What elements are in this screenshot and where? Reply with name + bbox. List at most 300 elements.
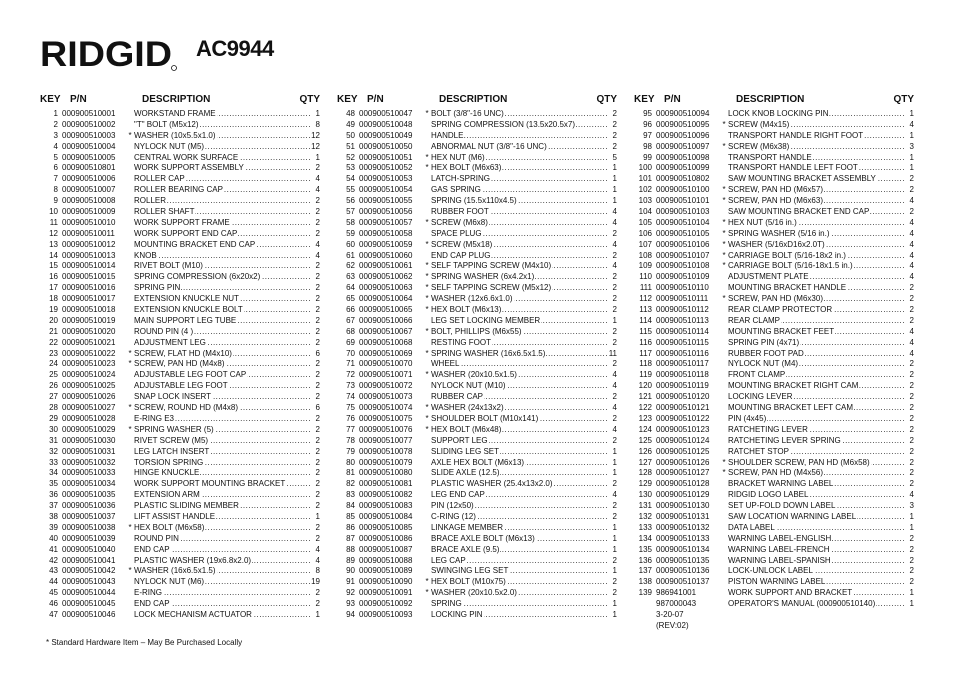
part-key: 131 bbox=[638, 501, 652, 511]
parts-row bbox=[634, 599, 914, 610]
part-number: 000900510107 bbox=[656, 250, 710, 260]
part-number: 000900510120 bbox=[656, 392, 710, 402]
part-description-text: SCREW, FLAT HD (M4x10) bbox=[134, 348, 232, 358]
parts-row bbox=[337, 403, 617, 414]
standard-hardware-mark bbox=[126, 120, 134, 131]
part-description bbox=[134, 458, 310, 469]
part-description-text: LOCKING PIN bbox=[431, 609, 483, 619]
part-description-text: SCREW, ROUND HD (M4x8) bbox=[134, 403, 239, 413]
part-key: 71 bbox=[346, 359, 355, 369]
part-qty: 11 bbox=[608, 348, 617, 358]
part-qty: 2 bbox=[612, 109, 617, 118]
standard-hardware-mark bbox=[720, 338, 728, 349]
part-description bbox=[431, 447, 607, 458]
part-description bbox=[728, 131, 904, 142]
parts-row bbox=[634, 229, 914, 240]
part-qty: 4 bbox=[315, 185, 320, 195]
standard-hardware-mark bbox=[126, 370, 134, 381]
part-description bbox=[431, 327, 607, 338]
part-description-text: NYLOCK NUT (M4) bbox=[728, 359, 799, 369]
part-key: 87 bbox=[346, 533, 355, 543]
header-key: KEY bbox=[337, 94, 358, 105]
parts-row bbox=[40, 338, 320, 349]
part-key: 2 bbox=[53, 119, 58, 129]
part-description bbox=[431, 163, 607, 174]
part-description-text: NYLOCK NUT (M6) bbox=[134, 577, 205, 587]
parts-row bbox=[337, 185, 617, 196]
part-description-text: SCREW (M6x38) bbox=[728, 141, 790, 151]
part-qty: 3 bbox=[909, 141, 914, 151]
parts-row bbox=[337, 512, 617, 523]
part-key: 59 bbox=[346, 228, 355, 238]
part-description-text: BOLT, PHILLIPS (M6x55) bbox=[431, 326, 522, 336]
parts-row bbox=[634, 163, 914, 174]
column-header bbox=[40, 94, 320, 106]
standard-hardware-mark: * bbox=[425, 294, 429, 304]
part-description bbox=[431, 207, 607, 218]
part-description bbox=[431, 545, 607, 556]
part-description bbox=[728, 163, 904, 174]
standard-hardware-mark bbox=[720, 479, 728, 490]
parts-row bbox=[634, 610, 914, 621]
part-description bbox=[134, 109, 310, 120]
part-description-text: TORSION SPRING bbox=[134, 457, 204, 467]
part-description-text: HANDLE bbox=[431, 130, 464, 140]
parts-row bbox=[634, 240, 914, 251]
part-qty: 2 bbox=[315, 370, 320, 380]
part-key: 96 bbox=[643, 119, 652, 129]
part-qty: 2 bbox=[612, 359, 617, 369]
part-description-text: SCREW, PAN HD (M6x30) bbox=[728, 294, 823, 304]
part-description-text: WASHER (16x6.5x1.5) bbox=[134, 566, 216, 576]
part-qty: 2 bbox=[909, 424, 914, 434]
part-description bbox=[431, 251, 607, 262]
part-description-text: SNAP LOCK INSERT bbox=[134, 392, 212, 402]
standard-hardware-mark bbox=[720, 131, 728, 142]
part-number: 000900510079 bbox=[359, 457, 413, 467]
part-qty: 1 bbox=[612, 566, 617, 576]
part-key: 18 bbox=[49, 294, 58, 304]
part-qty: 2 bbox=[612, 479, 617, 489]
part-description-text: TRANSPORT HANDLE RIGHT FOOT bbox=[728, 130, 864, 140]
part-key: 9 bbox=[53, 196, 58, 206]
parts-row bbox=[40, 251, 320, 262]
parts-column-1 bbox=[40, 94, 320, 621]
part-number: 000900510065 bbox=[359, 305, 413, 315]
parts-row bbox=[634, 251, 914, 262]
part-qty: 2 bbox=[909, 381, 914, 391]
standard-hardware-mark bbox=[126, 109, 134, 120]
part-qty: 2 bbox=[909, 413, 914, 423]
part-key: 93 bbox=[346, 599, 355, 609]
parts-row bbox=[337, 240, 617, 251]
standard-hardware-mark bbox=[720, 370, 728, 381]
part-description-text: HEX BOLT (M6x48) bbox=[431, 424, 502, 434]
part-key: 33 bbox=[49, 457, 58, 467]
standard-hardware-mark bbox=[126, 490, 134, 501]
part-key: 124 bbox=[638, 424, 652, 434]
parts-row bbox=[40, 425, 320, 436]
standard-hardware-mark bbox=[720, 283, 728, 294]
standard-hardware-mark: * bbox=[425, 152, 429, 162]
part-description-text: ADJUSTMENT PLATE bbox=[728, 272, 809, 282]
part-qty: 2 bbox=[315, 196, 320, 206]
standard-hardware-mark: * bbox=[722, 196, 726, 206]
part-qty: 1 bbox=[909, 163, 914, 173]
part-description bbox=[728, 512, 904, 523]
part-qty: 2 bbox=[612, 577, 617, 587]
part-number: 000900510072 bbox=[359, 381, 413, 391]
part-number: 000900510131 bbox=[656, 511, 710, 521]
part-description bbox=[134, 185, 310, 196]
part-number: 000900510059 bbox=[359, 239, 413, 249]
part-number: 000900510021 bbox=[62, 337, 116, 347]
part-qty: 2 bbox=[315, 479, 320, 489]
standard-hardware-mark bbox=[423, 436, 431, 447]
standard-hardware-mark: * bbox=[722, 261, 726, 271]
part-key: 81 bbox=[346, 468, 355, 478]
part-qty: 2 bbox=[315, 599, 320, 609]
part-qty: 1 bbox=[315, 609, 320, 619]
part-description-text: HEX NUT (5/16 in.) bbox=[728, 217, 797, 227]
part-description bbox=[728, 534, 904, 545]
parts-row bbox=[337, 468, 617, 479]
part-key: 90 bbox=[346, 566, 355, 576]
part-qty: 2 bbox=[315, 392, 320, 402]
part-description-text: SLIDING LEG SET bbox=[431, 446, 500, 456]
part-key: 64 bbox=[346, 283, 355, 293]
part-number: 000900510117 bbox=[656, 359, 709, 369]
part-description bbox=[728, 240, 904, 251]
standard-hardware-mark bbox=[126, 207, 134, 218]
part-key: 92 bbox=[346, 588, 355, 598]
standard-hardware-mark bbox=[720, 545, 728, 556]
parts-row bbox=[337, 490, 617, 501]
part-number: 000900510087 bbox=[359, 544, 413, 554]
part-number: 000900510109 bbox=[656, 272, 710, 282]
part-key: 136 bbox=[638, 555, 652, 565]
standard-hardware-mark bbox=[126, 185, 134, 196]
part-qty: 2 bbox=[315, 315, 320, 325]
part-description-text: SPRING COMPRESSION (13.5x20.5x7) bbox=[431, 119, 576, 129]
parts-row bbox=[40, 229, 320, 240]
standard-hardware-mark bbox=[126, 545, 134, 556]
part-description bbox=[134, 163, 310, 174]
part-key: 123 bbox=[638, 413, 652, 423]
parts-row bbox=[337, 142, 617, 153]
parts-row bbox=[337, 261, 617, 272]
part-description-text: BRACE AXLE BOLT (M6x13) bbox=[431, 533, 535, 543]
part-qty: 2 bbox=[612, 228, 617, 238]
part-qty: 1 bbox=[909, 511, 914, 521]
standard-hardware-mark bbox=[126, 610, 134, 621]
part-number: 000900510025 bbox=[62, 381, 116, 391]
part-description-text: SWINGING LEG SET bbox=[431, 566, 509, 576]
part-number: 000900510119 bbox=[656, 381, 709, 391]
part-qty: 2 bbox=[612, 141, 617, 151]
part-number: 000900510126 bbox=[656, 457, 710, 467]
part-qty: 1 bbox=[612, 174, 617, 184]
part-description-text: NYLOCK NUT (M10) bbox=[431, 381, 506, 391]
standard-hardware-mark: * bbox=[425, 348, 429, 358]
parts-row bbox=[40, 294, 320, 305]
part-number: 000900510060 bbox=[359, 250, 413, 260]
part-qty bbox=[904, 621, 914, 632]
standard-hardware-mark bbox=[126, 153, 134, 164]
part-description bbox=[134, 349, 310, 360]
part-description-text: SCREW (M6x8) bbox=[431, 217, 488, 227]
parts-row bbox=[337, 610, 617, 621]
parts-row bbox=[40, 153, 320, 164]
part-number: 000900510052 bbox=[359, 163, 413, 173]
part-number: 000900510062 bbox=[359, 272, 413, 282]
standard-hardware-mark: * bbox=[128, 130, 132, 140]
part-key: 66 bbox=[346, 305, 355, 315]
parts-row bbox=[40, 512, 320, 523]
parts-row bbox=[40, 240, 320, 251]
parts-row bbox=[634, 403, 914, 414]
part-description-text: SET UP-FOLD DOWN LABEL bbox=[728, 501, 836, 511]
part-qty: 1 bbox=[612, 315, 617, 325]
standard-hardware-mark bbox=[423, 610, 431, 621]
parts-row bbox=[337, 316, 617, 327]
parts-row bbox=[634, 370, 914, 381]
part-key: 108 bbox=[638, 250, 652, 260]
standard-hardware-mark bbox=[720, 523, 728, 534]
part-description bbox=[431, 153, 607, 164]
part-description bbox=[431, 566, 607, 577]
part-qty: 4 bbox=[909, 217, 914, 227]
standard-hardware-mark: * bbox=[425, 403, 429, 413]
parts-row bbox=[337, 523, 617, 534]
part-description-text: CARRIAGE BOLT (5/16-18x2 in.) bbox=[728, 250, 846, 260]
parts-row bbox=[40, 272, 320, 283]
part-description-text: SPRING COMPRESSION (6x20x2) bbox=[134, 272, 261, 282]
part-description-text: REAR CLAMP bbox=[728, 315, 781, 325]
part-number: 000900510056 bbox=[359, 207, 413, 217]
part-number: 000900510001 bbox=[62, 109, 116, 118]
part-description-text: RIVET BOLT (M10) bbox=[134, 261, 203, 271]
part-description-text: LEG CAP bbox=[431, 555, 466, 565]
part-description bbox=[134, 566, 310, 577]
part-key: 139 bbox=[638, 588, 652, 598]
part-description bbox=[431, 294, 607, 305]
part-key: 137 bbox=[638, 566, 652, 576]
part-number: 000900510014 bbox=[62, 261, 116, 271]
standard-hardware-mark bbox=[126, 338, 134, 349]
part-qty: 2 bbox=[315, 305, 320, 315]
parts-row bbox=[634, 327, 914, 338]
standard-hardware-mark: * bbox=[425, 283, 429, 293]
part-number: 000900510118 bbox=[656, 370, 709, 380]
part-number: 000900510083 bbox=[359, 501, 413, 511]
standard-hardware-mark bbox=[126, 283, 134, 294]
part-key: 62 bbox=[346, 261, 355, 271]
parts-row bbox=[337, 588, 617, 599]
part-qty: 4 bbox=[909, 228, 914, 238]
part-description-text: REAR CLAMP PROTECTOR bbox=[728, 305, 833, 315]
part-description-text: ROLLER bbox=[134, 196, 167, 206]
standard-hardware-mark bbox=[126, 534, 134, 545]
parts-row bbox=[634, 458, 914, 469]
standard-hardware-mark bbox=[126, 142, 134, 153]
part-qty: 4 bbox=[612, 403, 617, 413]
part-number: 000900510133 bbox=[656, 533, 710, 543]
part-description bbox=[728, 577, 904, 588]
part-key: 49 bbox=[346, 119, 355, 129]
part-description bbox=[431, 261, 607, 272]
part-number: 000900510802 bbox=[656, 174, 710, 184]
part-description-text: KNOB bbox=[134, 250, 157, 260]
part-description bbox=[728, 523, 904, 534]
part-description bbox=[431, 131, 607, 142]
part-description-text: E-RING bbox=[134, 588, 162, 598]
part-key: 60 bbox=[346, 239, 355, 249]
standard-hardware-mark: * bbox=[722, 185, 726, 195]
standard-hardware-mark: * bbox=[128, 522, 132, 532]
part-description-text: PLASTIC WASHER (25.4x13x2.0) bbox=[431, 479, 553, 489]
part-qty: 2 bbox=[315, 468, 320, 478]
part-description-text: MOUNTING BRACKET FEET bbox=[728, 326, 835, 336]
part-description bbox=[134, 359, 310, 370]
ridgid-logo bbox=[40, 36, 178, 72]
part-key: 115 bbox=[639, 326, 652, 336]
part-key: 118 bbox=[639, 359, 652, 369]
part-description bbox=[134, 207, 310, 218]
part-key: 1 bbox=[53, 109, 58, 118]
standard-hardware-mark bbox=[126, 381, 134, 392]
part-description bbox=[134, 327, 310, 338]
part-number: 000900510049 bbox=[359, 130, 413, 140]
part-description bbox=[728, 305, 904, 316]
part-description bbox=[431, 272, 607, 283]
part-description-text: MOUNTING BRACKET RIGHT CAM bbox=[728, 381, 859, 391]
standard-hardware-mark: * bbox=[722, 141, 726, 151]
part-description-text: WARNING LABEL-ENGLISH bbox=[728, 533, 832, 543]
part-qty: 2 bbox=[909, 479, 914, 489]
part-qty: 6 bbox=[315, 403, 320, 413]
part-description-text: NYLOCK NUT (M5) bbox=[134, 141, 205, 151]
part-description-text: WASHER (24x13x2) bbox=[431, 403, 504, 413]
part-qty: 2 bbox=[909, 435, 914, 445]
part-key: 28 bbox=[49, 403, 58, 413]
part-qty: 2 bbox=[315, 207, 320, 217]
parts-row bbox=[337, 381, 617, 392]
part-qty: 2 bbox=[909, 457, 914, 467]
parts-column-3 bbox=[634, 94, 914, 632]
part-qty: 4 bbox=[612, 490, 617, 500]
parts-row bbox=[40, 109, 320, 120]
part-description bbox=[728, 490, 904, 501]
part-key: 73 bbox=[346, 381, 355, 391]
part-number: 000900510124 bbox=[656, 435, 710, 445]
part-description bbox=[134, 153, 310, 164]
part-description bbox=[431, 316, 607, 327]
part-description bbox=[728, 588, 904, 599]
part-number: 000900510070 bbox=[359, 359, 413, 369]
standard-hardware-mark bbox=[423, 185, 431, 196]
part-description bbox=[134, 251, 310, 262]
part-key: 23 bbox=[49, 348, 58, 358]
header-key: KEY bbox=[634, 94, 655, 105]
part-qty: 8 bbox=[315, 566, 320, 576]
parts-row bbox=[337, 218, 617, 229]
part-number: 000900510106 bbox=[656, 239, 710, 249]
part-key: 50 bbox=[346, 130, 355, 140]
part-qty: 4 bbox=[612, 207, 617, 217]
part-description-text: SPRING bbox=[431, 599, 462, 609]
part-description-text: AXLE HEX BOLT (M6x13) bbox=[431, 457, 525, 467]
parts-row bbox=[634, 218, 914, 229]
part-qty: 2 bbox=[612, 130, 617, 140]
parts-row bbox=[40, 218, 320, 229]
part-qty: 4 bbox=[909, 261, 914, 271]
part-qty: 5 bbox=[612, 152, 617, 162]
standard-hardware-mark bbox=[423, 381, 431, 392]
part-qty: 2 bbox=[315, 522, 320, 532]
part-qty: 4 bbox=[315, 544, 320, 554]
part-description-text: SPRING PIN (4x71) bbox=[728, 337, 800, 347]
parts-row bbox=[337, 566, 617, 577]
part-number: 000900510006 bbox=[62, 174, 116, 184]
part-key: 68 bbox=[346, 326, 355, 336]
part-qty: 2 bbox=[909, 315, 914, 325]
part-number: 000900510030 bbox=[62, 435, 116, 445]
standard-hardware-mark: * bbox=[722, 250, 726, 260]
part-key: 106 bbox=[638, 228, 652, 238]
parts-row bbox=[40, 566, 320, 577]
part-number: 000900510023 bbox=[62, 359, 116, 369]
part-number: 000900510040 bbox=[62, 544, 116, 554]
parts-row bbox=[337, 120, 617, 131]
part-qty: 2 bbox=[315, 163, 320, 173]
parts-row bbox=[337, 163, 617, 174]
part-description-text: LOCKING LEVER bbox=[728, 392, 793, 402]
part-description bbox=[728, 447, 904, 458]
parts-row bbox=[40, 577, 320, 588]
part-description bbox=[728, 185, 904, 196]
part-description-text: LEG LATCH INSERT bbox=[134, 446, 210, 456]
part-key: 35 bbox=[49, 479, 58, 489]
part-description-text: RATCHETING LEVER SPRING bbox=[728, 435, 841, 445]
part-description bbox=[134, 370, 310, 381]
part-key: 43 bbox=[49, 566, 58, 576]
standard-hardware-mark bbox=[126, 251, 134, 262]
standard-hardware-mark: * bbox=[425, 109, 429, 118]
part-qty: 2 bbox=[612, 283, 617, 293]
parts-row bbox=[40, 447, 320, 458]
standard-hardware-mark bbox=[126, 272, 134, 283]
part-description bbox=[431, 501, 607, 512]
standard-hardware-mark bbox=[126, 305, 134, 316]
part-qty: 4 bbox=[909, 326, 914, 336]
part-qty: 2 bbox=[909, 392, 914, 402]
part-qty: 1 bbox=[909, 588, 914, 598]
part-key: 14 bbox=[49, 250, 58, 260]
part-key: 77 bbox=[346, 424, 355, 434]
standard-hardware-mark bbox=[126, 163, 134, 174]
part-description bbox=[134, 556, 310, 567]
part-key: 80 bbox=[346, 457, 355, 467]
part-key: 100 bbox=[638, 163, 652, 173]
part-qty: 1 bbox=[612, 609, 617, 619]
part-number: 000900510004 bbox=[62, 141, 116, 151]
footnote: * Standard Hardware Item – May Be Purchased Locally bbox=[46, 638, 243, 647]
part-qty: 4 bbox=[909, 196, 914, 206]
part-key: 129 bbox=[638, 479, 652, 489]
part-description bbox=[134, 261, 310, 272]
part-key: 20 bbox=[49, 315, 58, 325]
